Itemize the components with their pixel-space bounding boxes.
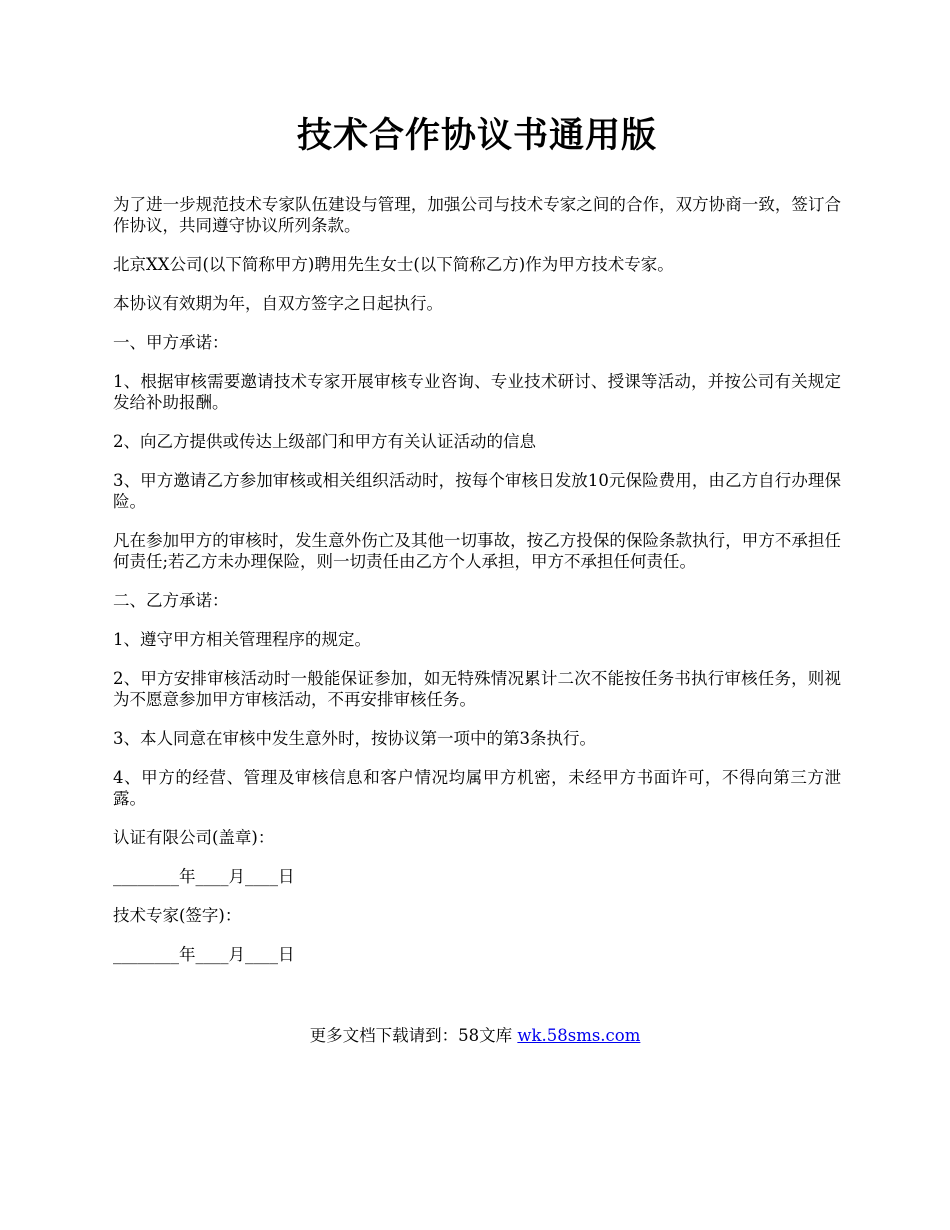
section-heading-party-a: 一、甲方承诺： (113, 333, 229, 352)
expert-date-line: ________年____月____日 (113, 945, 295, 964)
party-b-clause-3: 3、本人同意在审核中发生意外时，按协议第一项中的第3条执行。 (113, 729, 596, 748)
expert-signature-line: 技术专家(签字)： (113, 906, 242, 925)
company-seal-line: 认证有限公司(盖章)： (113, 828, 275, 847)
party-a-clause-3: 3、甲方邀请乙方参加审核或相关组织活动时，按每个审核日发放10元保险费用，由乙方自行办理保险。 (113, 471, 841, 511)
footer-link[interactable]: wk.58sms.com (517, 1026, 641, 1045)
party-a-clause-1: 1、根据审核需要邀请技术专家开展审核专业咨询、专业技术研讨、授课等活动，并按公司有关规定发给补助报酬。 (113, 372, 841, 412)
intro-paragraph: 为了进一步规范技术专家队伍建设与管理，加强公司与技术专家之间的合作，双方协商一致，签订合作协议，共同遵守协议所列条款。 (113, 195, 841, 235)
party-a-clause-2: 2、向乙方提供或传达上级部门和甲方有关认证活动的信息 (113, 432, 536, 451)
document-page (113, 108, 841, 983)
footer (0, 1025, 950, 1047)
party-b-clause-2: 2、甲方安排审核活动时一般能保证参加，如无特殊情况累计二次不能按任务书执行审核任务，则视为不愿意参加甲方审核活动，不再安排审核任务。 (113, 669, 841, 709)
party-b-clause-4: 4、甲方的经营、管理及审核信息和客户情况均属甲方机密，未经甲方书面许可，不得向第三方泄露。 (113, 768, 841, 808)
party-b-clause-1: 1、遵守甲方相关管理程序的规定。 (113, 630, 371, 649)
footer-text: 更多文档下载请到：58文库 (309, 1026, 518, 1045)
parties-paragraph: 北京XX公司(以下简称甲方)聘用先生女士(以下简称乙方)作为甲方技术专家。 (113, 255, 674, 274)
validity-paragraph: 本协议有效期为年，自双方签字之日起执行。 (113, 294, 443, 313)
liability-paragraph: 凡在参加甲方的审核时，发生意外伤亡及其他一切事故，按乙方投保的保险条款执行，甲方不承担任何责任;若乙方未办理保险，则一切责任由乙方个人承担，甲方不承担任何责任。 (113, 531, 841, 571)
document-title: 技术合作协议书通用版 (296, 115, 657, 156)
section-heading-party-b: 二、乙方承诺： (113, 591, 229, 610)
company-date-line: ________年____月____日 (113, 867, 295, 886)
